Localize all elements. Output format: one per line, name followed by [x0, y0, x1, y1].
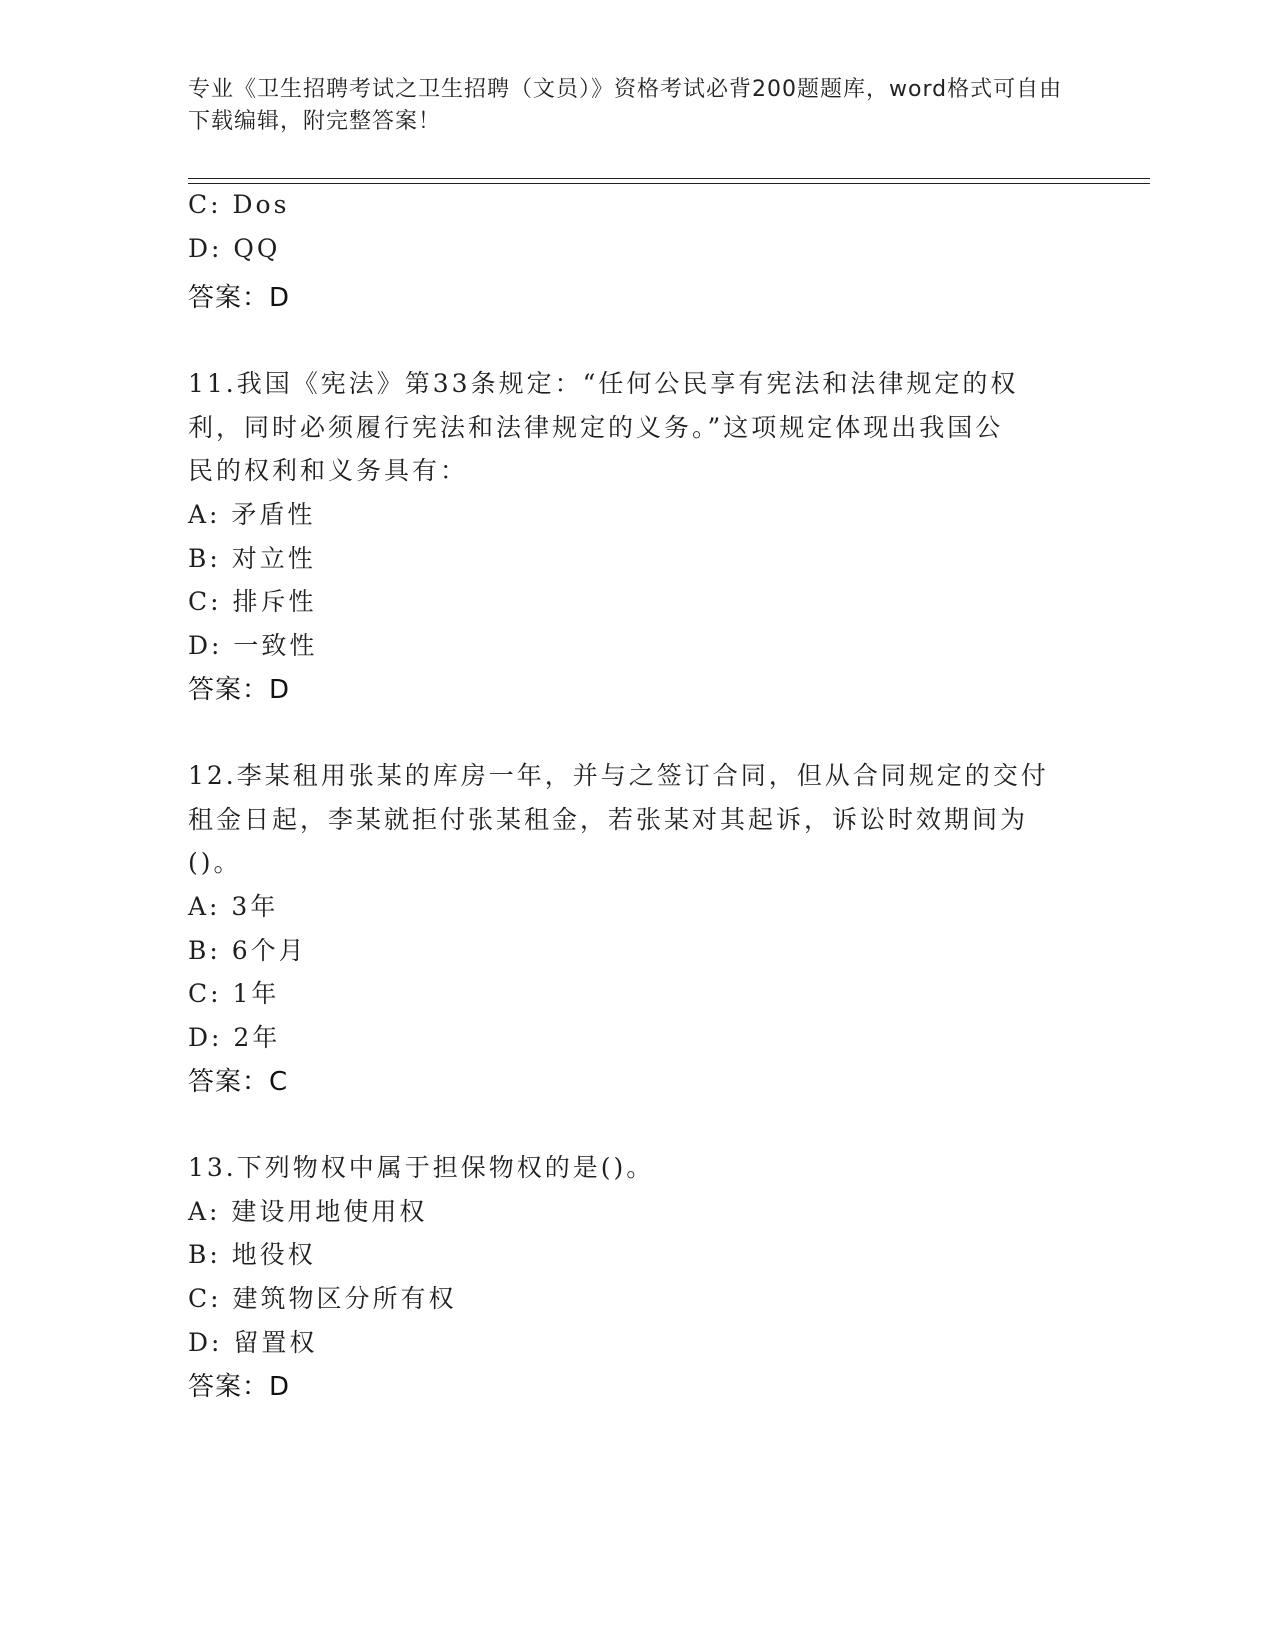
header-rule-bottom — [188, 183, 1150, 184]
question-12-text-line-3: ()。 — [188, 848, 242, 877]
header-rule-top — [188, 178, 1150, 179]
option-c: C: Dos — [188, 190, 290, 219]
question-12-option-d: D: 2年 — [188, 1023, 281, 1052]
question-11-option-c: C: 排斥性 — [188, 587, 317, 616]
question-11-option-b: B: 对立性 — [188, 544, 316, 573]
question-12-answer: 答案：C — [188, 1067, 289, 1097]
option-d: D: QQ — [188, 234, 281, 263]
question-13-text-line-1: 13.下列物权中属于担保物权的是()。 — [188, 1153, 655, 1182]
question-12-text-line-2: 租金日起，李某就拒付张某租金，若张某对其起诉，诉讼时效期间为 — [188, 805, 1029, 834]
question-11-option-d: D: 一致性 — [188, 631, 318, 660]
question-13-option-d: D: 留置权 — [188, 1328, 318, 1357]
question-12-option-c: C: 1年 — [188, 979, 280, 1008]
question-11-option-a: A: 矛盾性 — [188, 500, 316, 529]
question-13-option-a: A: 建设用地使用权 — [188, 1197, 428, 1226]
question-12-option-b: B: 6个月 — [188, 936, 307, 965]
question-12-option-a: A: 3年 — [188, 892, 279, 921]
question-13-answer: 答案：D — [188, 1372, 291, 1402]
question-11-answer: 答案：D — [188, 675, 291, 705]
answer-text: 答案：D — [188, 283, 291, 313]
question-13-option-b: B: 地役权 — [188, 1240, 316, 1269]
question-12-text-line-1: 12.李某租用张某的库房一年，并与之签订合同，但从合同规定的交付 — [188, 761, 1049, 790]
question-11-text-line-2: 利，同时必须履行宪法和法律规定的义务。”这项规定体现出我国公 — [188, 413, 1004, 442]
question-11-text-line-1: 11.我国《宪法》第33条规定：“任何公民享有宪法和法律规定的权 — [188, 369, 1019, 398]
question-11-text-line-3: 民的权利和义务具有： — [188, 456, 469, 485]
question-13-option-c: C: 建筑物区分所有权 — [188, 1284, 457, 1313]
document-header: 专业《卫生招聘考试之卫生招聘（文员）》资格考试必背200题题库，word格式可自由下载编辑，附完整答案！ — [188, 77, 1063, 134]
